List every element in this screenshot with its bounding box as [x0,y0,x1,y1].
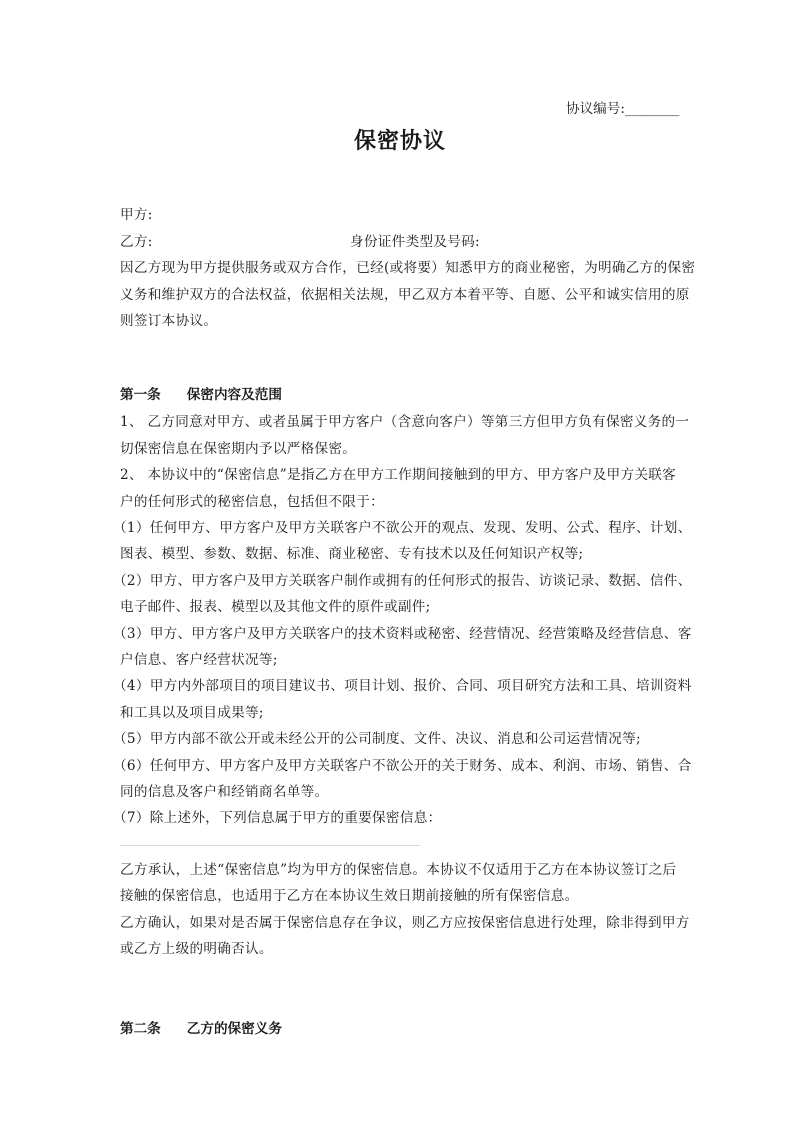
article-1-note-line: 乙方确认，如果对是否属于保密信息存在争议，则乙方应按保密信息进行处理，除非得到甲方 [120,915,690,931]
article-2-heading [120,1017,282,1037]
article-1-line: （2）甲方、甲方客户及甲方关联客户制作或拥有的任何形式的报告、访谈记录、数据、信件、 [113,573,692,589]
party-b-label: 乙方: [120,234,153,250]
article-1-line: 户的任何形式的秘密信息，包括但不限于： [120,494,384,510]
agreement-number [566,97,679,117]
article-1-line: 和工具以及项目成果等; [120,705,264,721]
article-1-line: 同的信息及客户和经销商名单等。 [120,784,329,800]
article-1-line: （1）任何甲方、甲方客户及甲方关联客户不欲公开的观点、发现、发明、公式、程序、计划、 [113,520,692,536]
article-1-line: 户信息、客户经营状况等; [120,652,278,668]
agreement-number-blank[interactable]: ________ [624,101,680,117]
article-2-number: 第二条 [120,1021,161,1037]
article-1-note-line: 接触的保密信息，也适用于乙方在本协议生效日期前接触的所有保密信息。 [120,888,579,904]
article-1-note-line: 乙方承认，上述“保密信息”均为甲方的保密信息。本协议不仅适用于乙方在本协议签订之后 [120,862,677,878]
article-1-heading [120,383,282,403]
intro-line: 义务和维护双方的合法权益，依据相关法规，甲乙双方本着平等、自愿、公平和诚实信用的原 [120,287,690,303]
article-1-line: 电子邮件、报表、模型以及其他文件的原件或副件; [120,599,431,615]
article-1-line: 1、 乙方同意对甲方、或者虽属于甲方客户（含意向客户）等第三方但甲方负有保密义务的一 [120,414,690,430]
agreement-number-label: 协议编号: [566,101,625,117]
article-1-line: 切保密信息在保密期内予以严格保密。 [120,441,357,457]
blank-entry-line[interactable] [120,845,420,846]
article-1-line: （4）甲方内外部项目的项目建议书、项目计划、报价、合同、项目研究方法和工具、培训资料 [113,678,692,694]
article-1-line: （6）任何甲方、甲方客户及甲方关联客户不欲公开的关于财务、成本、利润、市场、销售、合 [113,758,692,774]
article-1-line: （7）除上述外，下列信息属于甲方的重要保密信息： [113,810,442,826]
article-1-note-line: 或乙方上级的明确否认。 [120,941,273,957]
article-1-number: 第一条 [120,387,161,403]
article-1-line: 2、 本协议中的“保密信息”是指乙方在甲方工作期间接触到的甲方、甲方客户及甲方关联客 [120,467,677,483]
article-1-line: （5）甲方内部不欲公开或未经公开的公司制度、文件、决议、消息和公司运营情况等; [113,731,641,747]
article-1-line: 图表、模型、参数、数据、标准、商业秘密、专有技术以及任何知识产权等; [120,546,584,562]
article-2-title: 乙方的保密义务 [186,1021,282,1037]
document-title: 保密协议 [353,128,446,154]
article-1-line: （3）甲方、甲方客户及甲方关联客户的技术资料或秘密、经营情况、经营策略及经营信息、客 [113,626,692,642]
article-1-title: 保密内容及范围 [186,387,282,403]
id-type-number-label: 身份证件类型及号码: [350,234,480,250]
intro-line: 则签订本协议。 [120,313,218,329]
party-a-label: 甲方: [120,207,153,223]
intro-line: 因乙方现为甲方提供服务或双方合作，已经(或将要）知悉甲方的商业秘密，为明确乙方的保密 [120,260,696,276]
